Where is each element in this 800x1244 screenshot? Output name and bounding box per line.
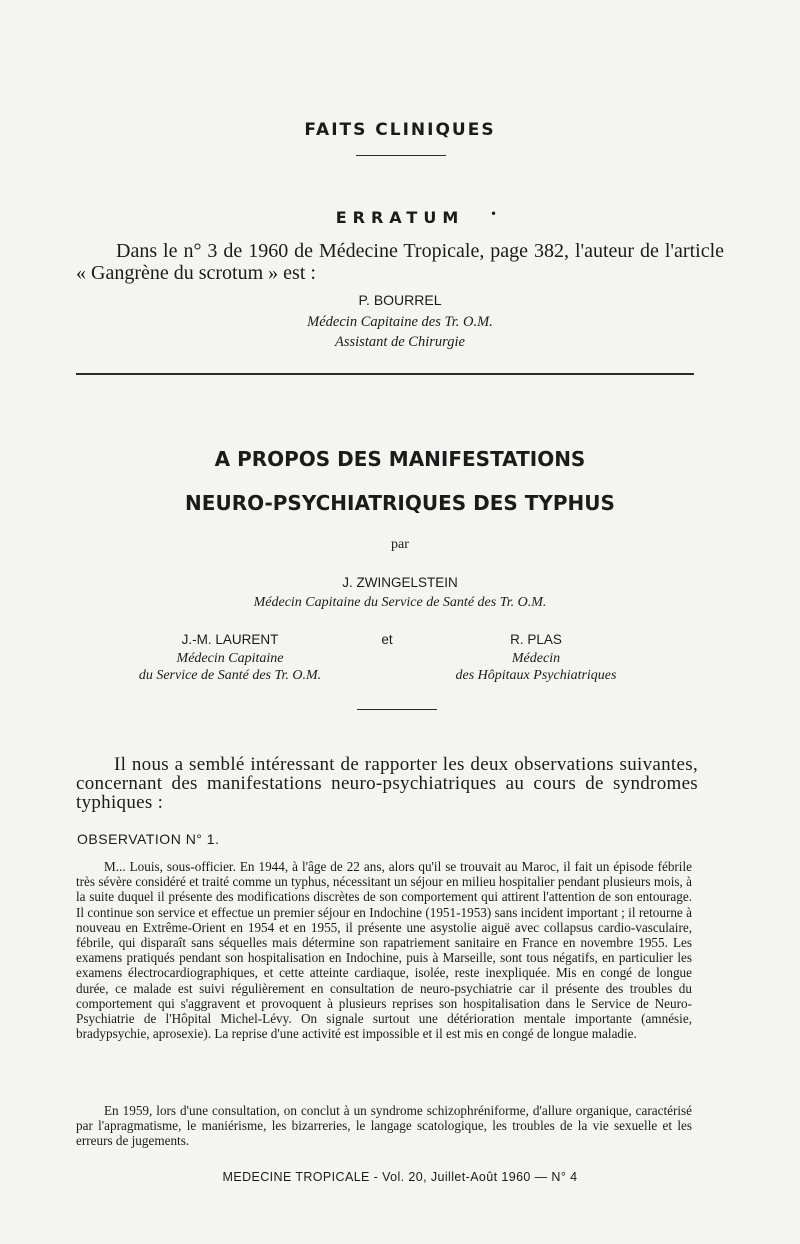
article-title-line1: A PROPOS DES MANIFESTATIONS	[214, 447, 586, 471]
observation-paragraph-2: En 1959, lors d'une consultation, on conclut à un syndrome schizophréniforme, d'allure organique, caractérisé par l'apragmatisme, le maniérisme, les bizarreries, le langage scatologique, les troubles de la vie sexuelle et les erreurs de jugements.	[76, 1103, 692, 1149]
erratum-signature-role: Assistant de Chirurgie	[335, 334, 465, 350]
section-heading: FAITS CLINIQUES	[304, 120, 496, 140]
byline-par: par	[391, 537, 409, 552]
authors-divider	[357, 709, 437, 710]
author-main-name: J. ZWINGELSTEIN	[342, 575, 458, 590]
author-conjunction: et	[381, 632, 393, 647]
author-right-name: R. PLAS	[510, 632, 562, 647]
author-left-role-line2: du Service de Santé des Tr. O.M.	[138, 668, 322, 683]
section-heading-rule	[356, 155, 446, 156]
author-left-name: J.-M. LAURENT	[181, 632, 279, 647]
erratum-text: Dans le n° 3 de 1960 de Médecine Tropicale, page 382, l'auteur de l'article « Gangrène du scrotum » est :	[76, 240, 724, 284]
observation-paragraph-1: M... Louis, sous-officier. En 1944, à l'âge de 22 ans, alors qu'il se trouvait au Maroc, il fait un épisode fébrile très sévère considéré et traité comme un typhus, nécessitant un séjour en milieu hospitalier pendant plusieurs mois, à la suite duquel il présente des modifications discrètes de son comportement qui attirent l'attention de son entourage. Il continue son service et effectue un premier séjour en Indochine (1951-1953) sans incident important ; il retourne à nouveau en Extrême-Orient en 1954 et en 1955, il présente une asystolie aiguë avec collapsus cardio-vasculaire, fébrile, qui disparaît sans séquelles mais détermine son rapatriement sanitaire en France en novembre 1955. Les examens pratiqués pendant son hospitalisation en Indochine, puis à Marseille, sont tous négatifs, en particulier les examens électrocardiographiques, et cette atteinte cardiaque, isolée, reste inexpliquée. Mis en congé de longue durée, ce malade est suivi régulièrement en consultation de neuro-psychiatrie car il présente des troubles du comportement qui s'aggravent et provoquent à plusieurs reprises son hospitalisation dans le Service de Neuro-Psychiatrie de l'Hôpital Michel-Lévy. On signale surtout une détérioration mentale importante (amnésie, bradypsychie, aprosexie). La reprise d'une activité est impossible et il est mis en congé de longue maladie.	[76, 859, 692, 1042]
intro-paragraph: Il nous a semblé intéressant de rapporter les deux observations suivantes, concernant des manifestations neuro-psychiatriques au cours de syndromes typhiques :	[76, 754, 698, 813]
erratum-title: ERRATUM	[335, 208, 465, 227]
ornament-dot: •	[490, 207, 498, 221]
author-right-role-line2: des Hôpitaux Psychiatriques	[455, 668, 617, 683]
erratum-divider	[76, 373, 694, 375]
author-left-role-line1: Médecin Capitaine	[176, 651, 284, 666]
erratum-signature-name: P. BOURREL	[358, 292, 442, 308]
author-right-role-line1: Médecin	[511, 651, 561, 666]
article-title-line2: NEURO-PSYCHIATRIQUES DES TYPHUS	[185, 491, 615, 515]
erratum-signature-rank: Médecin Capitaine des Tr. O.M.	[307, 314, 493, 330]
author-main-role: Médecin Capitaine du Service de Santé des Tr. O.M.	[253, 595, 547, 610]
page-footer: MEDECINE TROPICALE - Vol. 20, Juillet-Août 1960 — N° 4	[222, 1170, 578, 1184]
observation-heading: OBSERVATION N° 1.	[77, 831, 220, 847]
